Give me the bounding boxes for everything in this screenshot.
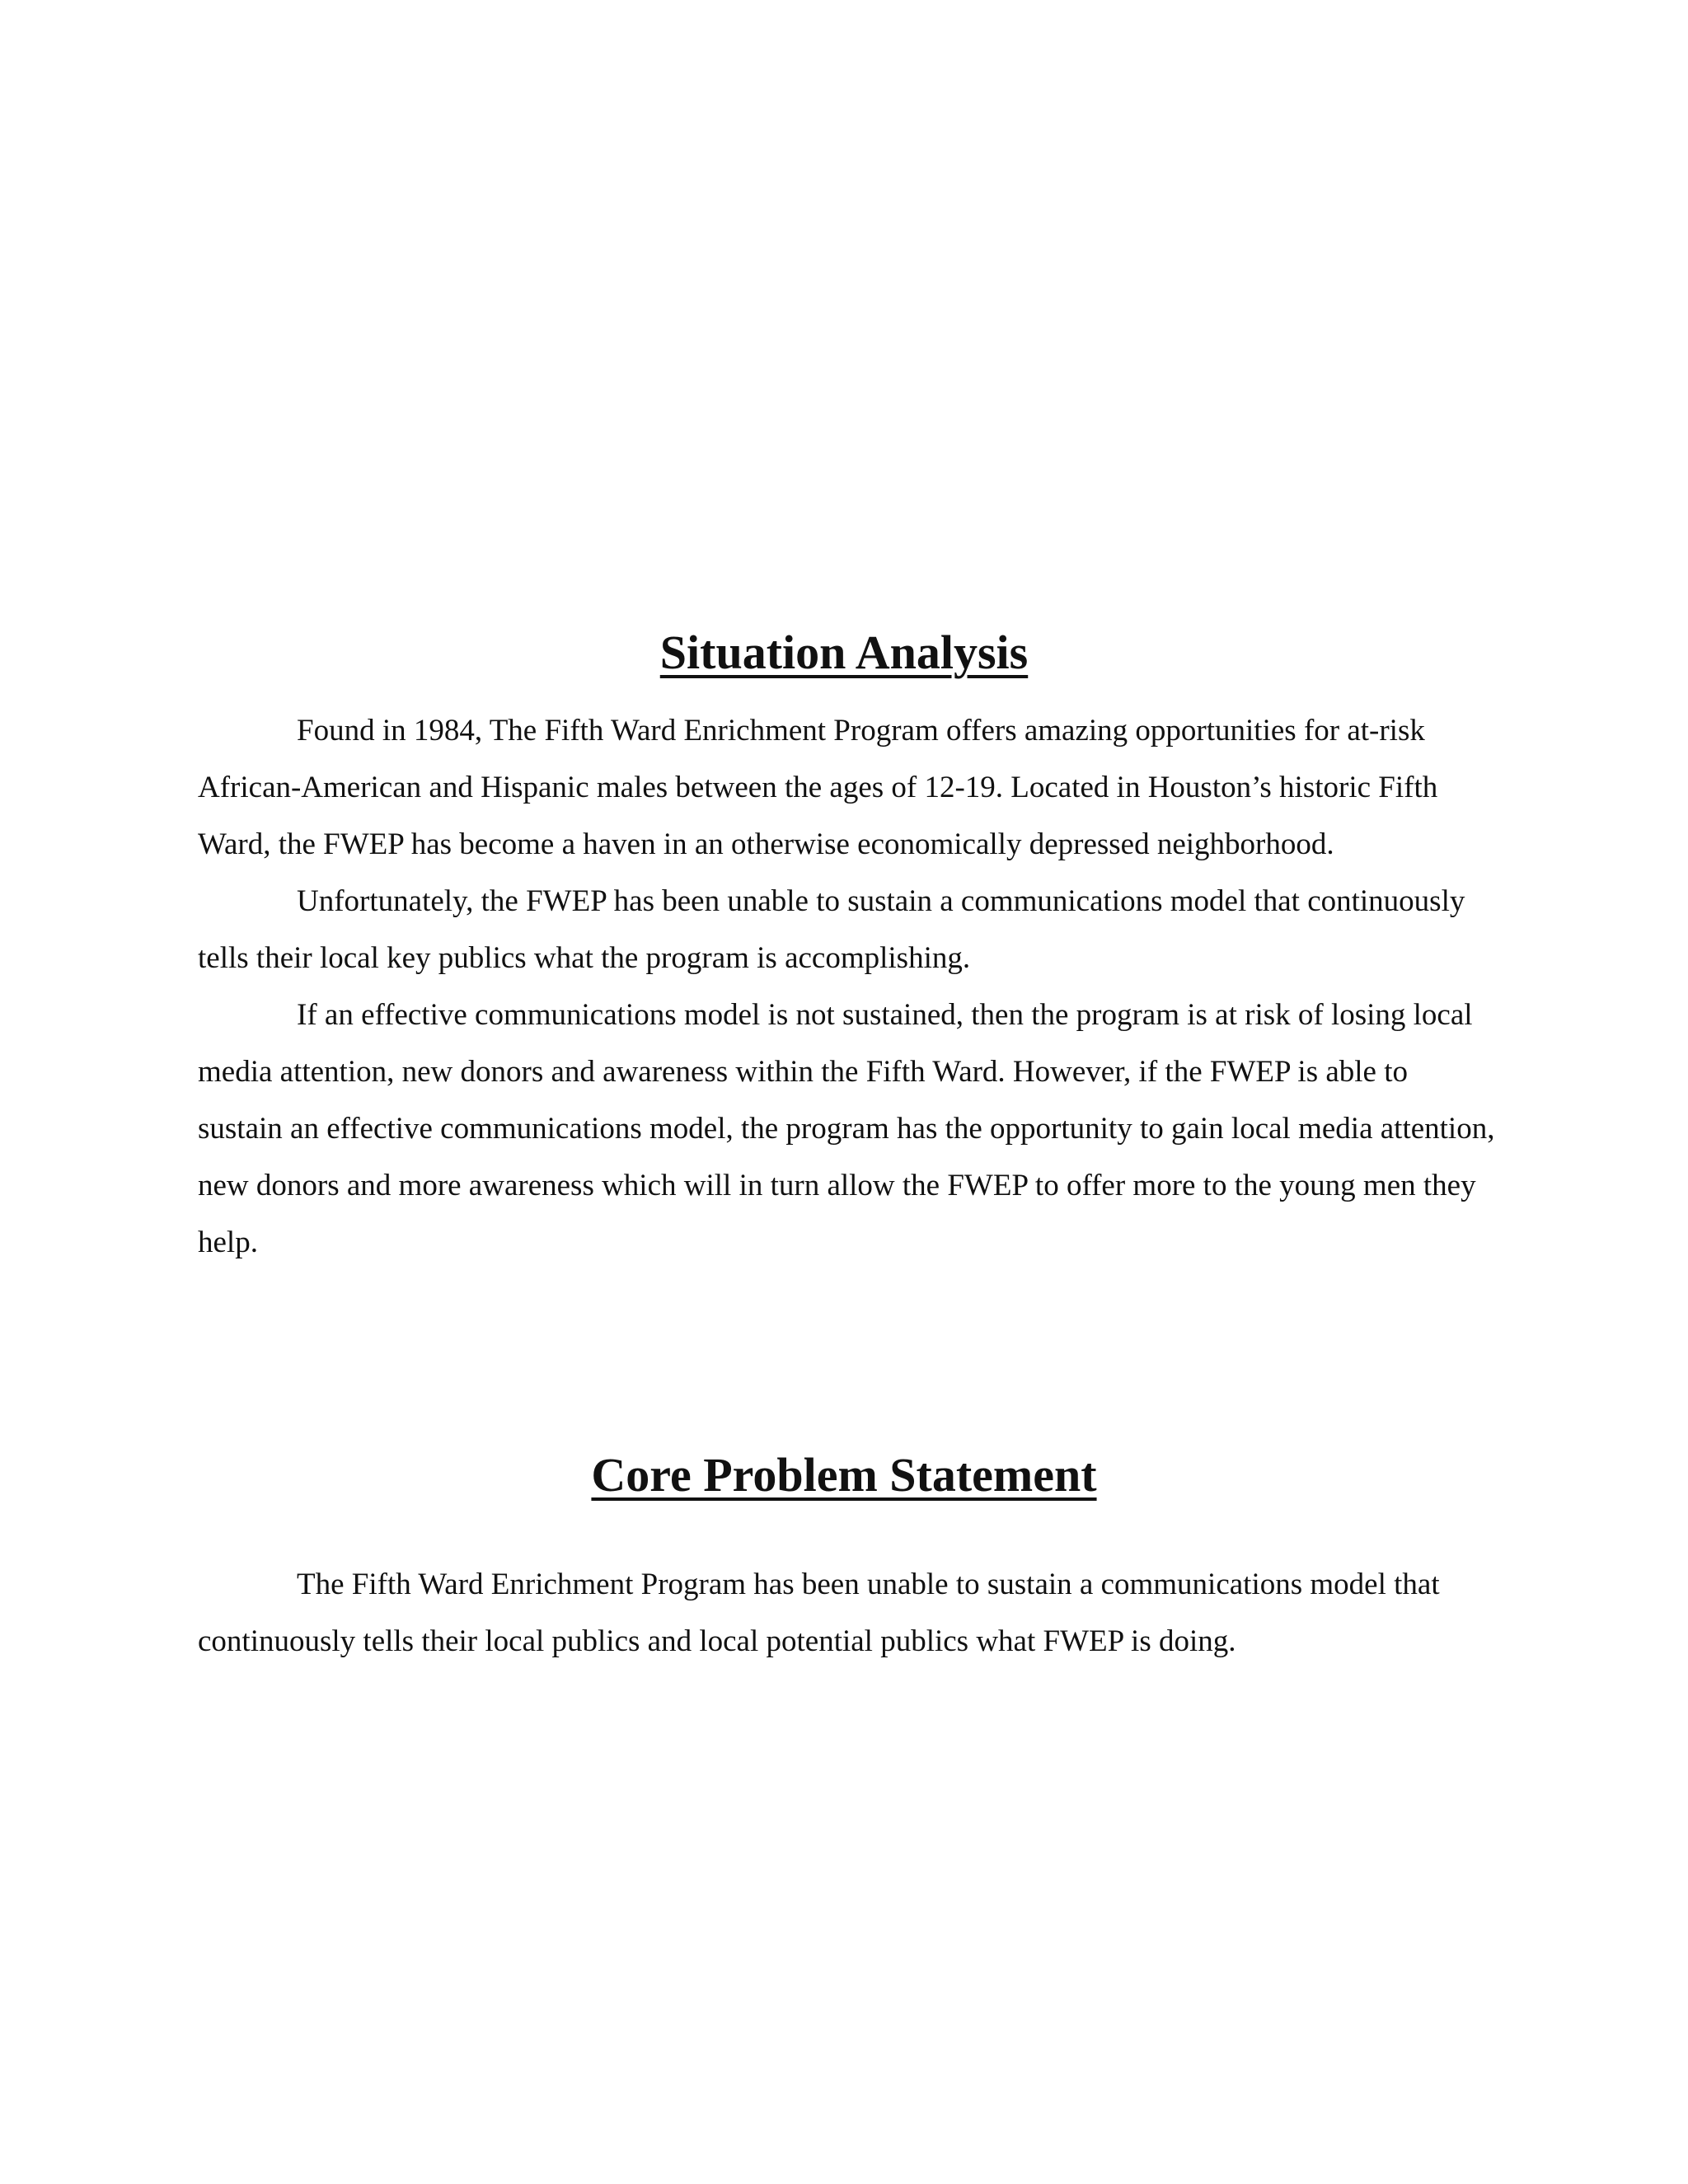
situation-analysis-body bbox=[198, 702, 1500, 1271]
situation-analysis-paragraph-2: Unfortunately, the FWEP has been unable to sustain a communications model that continuously tells their local key publics what the program is accomplishing. bbox=[198, 884, 1465, 975]
situation-analysis-heading: Situation Analysis bbox=[659, 626, 1029, 679]
situation-analysis-paragraph-3: If an effective communications model is not sustained, then the program is at risk of losing local media attention, new donors and awareness within the Fifth Ward. However, if the FWEP is able to sustain an effective communications model, the program has the opportunity to gain local media attention, new donors and more awareness which will in turn allow the FWEP to offer more to the young men they help. bbox=[198, 998, 1495, 1259]
core-problem-statement-heading: Core Problem Statement bbox=[591, 1448, 1097, 1502]
situation-analysis-paragraph-1: Found in 1984, The Fifth Ward Enrichment Program offers amazing opportunities for at-risk African-American and Hispanic males between the ages of 12-19. Located in Houston’s historic Fifth Ward, the FWEP has become a haven in an otherwise economically depressed neighborhood. bbox=[198, 714, 1438, 861]
core-problem-statement-body bbox=[198, 1556, 1500, 1670]
core-problem-statement-paragraph: The Fifth Ward Enrichment Program has been unable to sustain a communications model that continuously tells their local publics and local potential publics what FWEP is doing. bbox=[198, 1568, 1440, 1658]
